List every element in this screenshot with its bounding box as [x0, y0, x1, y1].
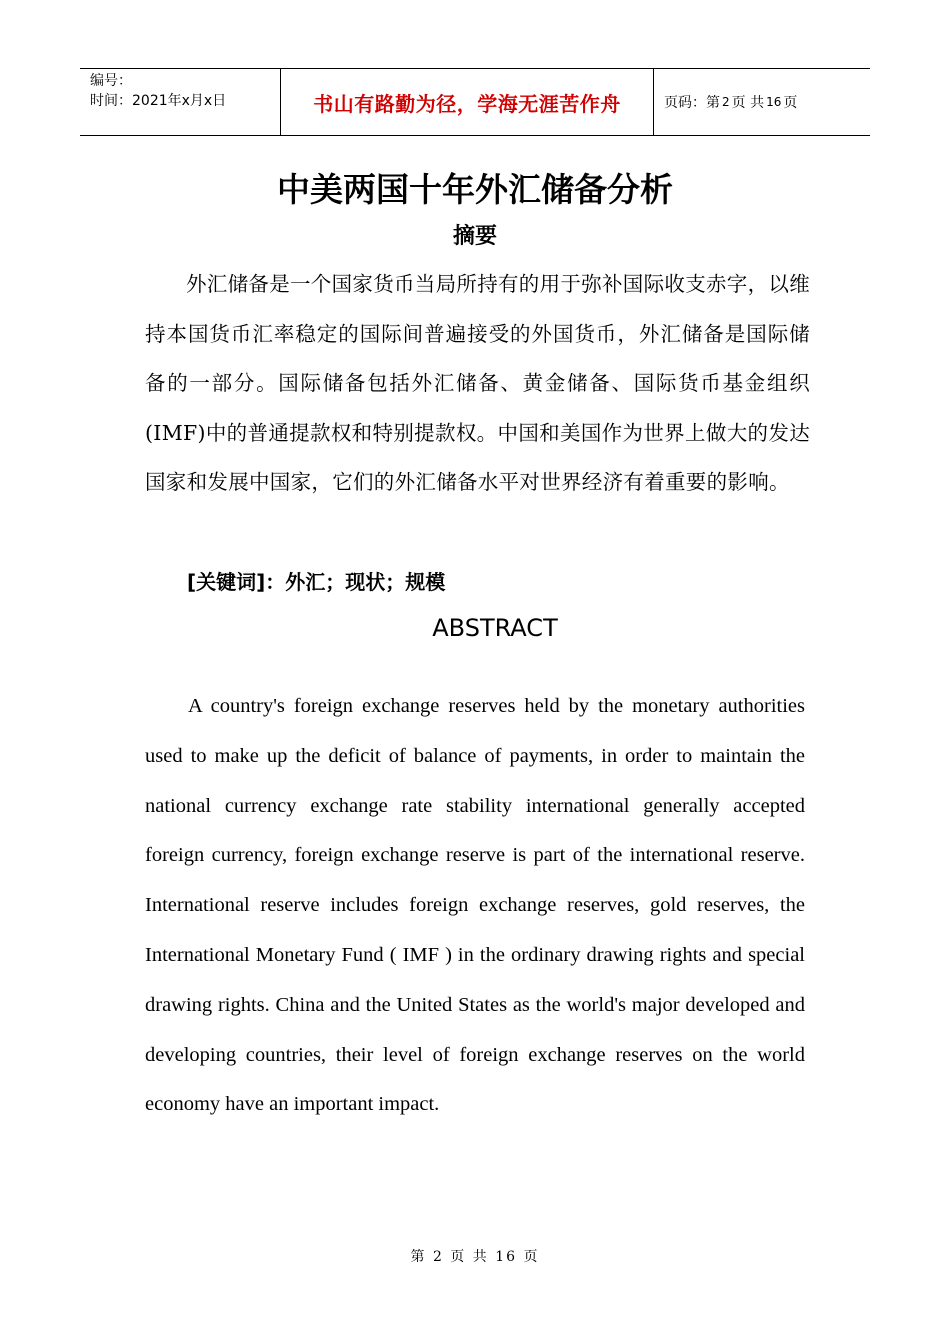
page-label-mid: 页 共 — [731, 95, 765, 111]
abstract-en-paragraph: A country's foreign exchange reserves held by the monetary authorities used to make up the deficit of balance of payments, in order to maintain the national currency exchange rate stability international generally accepted foreign currency, foreign exchange reserve is part of the international reserve. International reserve includes foreign exchange reserves, gold reserves, the International Monetary Fund ( IMF ) in the ordinary drawing rights and special drawing rights. China and the United States as the world's major developed and developing countries, their level of foreign exchange reserves on the world economy have an important impact. — [145, 695, 805, 1116]
header-info-cell — [80, 69, 281, 135]
page-label-suffix: 页 — [783, 95, 798, 111]
abstract-cn-heading: 摘要 — [452, 224, 497, 249]
header-page-info — [654, 69, 870, 135]
serial-label: 编号： — [90, 73, 132, 89]
abstract-en-heading: ABSTRACT — [432, 614, 558, 642]
document-title: 中美两国十年外汇储备分析 — [277, 170, 673, 209]
abstract-cn-paragraph: 外汇储备是一个国家货币当局所持有的用于弥补国际收支赤字，以维持本国货币汇率稳定的国际间普遍接受的外国货币，外汇储备是国际储备的一部分。国际储备包括外汇储备、黄金储备、国际货币基金组织(IMF)中的普通提款权和特别提款权。中国和美国作为世界上做大的发达国家和发展中国家，它们的外汇储备水平对世界经济有着重要的影响。 — [145, 272, 810, 495]
header-table — [80, 68, 870, 136]
page-current: 2 — [722, 95, 730, 109]
header-motto: 书山有路勤为径，学海无涯苦作舟 — [281, 69, 654, 135]
time-label: 时间：2021年x月x日 — [90, 93, 227, 109]
page-footer: 第 2 页 共 16 页 — [410, 1249, 540, 1265]
page-label-prefix: 页码：第 — [664, 95, 720, 111]
abstract-cn-body — [145, 260, 810, 508]
abstract-en-body — [145, 682, 805, 1130]
keywords: [关键词]：外汇；现状；规模 — [187, 570, 446, 594]
page-total: 16 — [766, 95, 782, 109]
